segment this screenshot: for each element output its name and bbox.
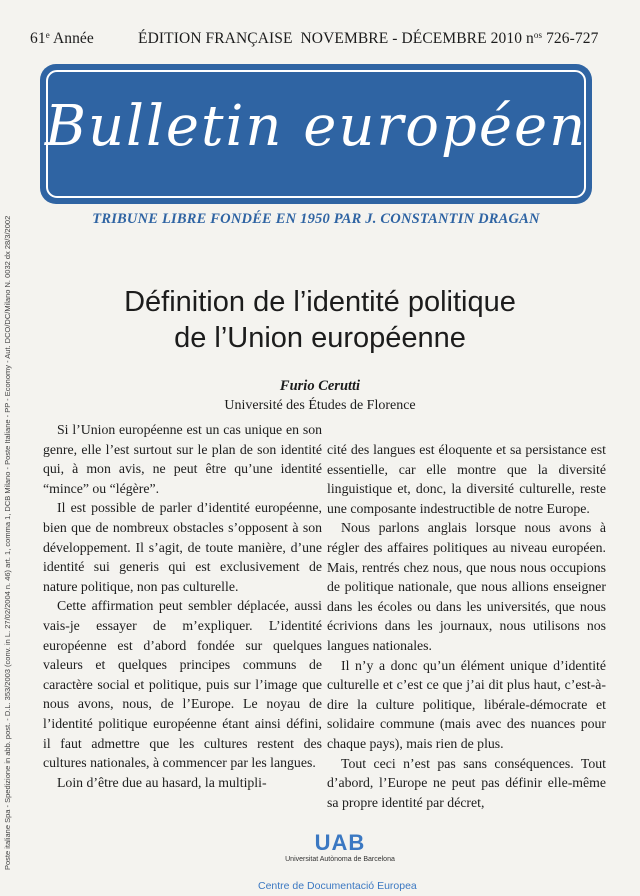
paragraph: cité des langues est éloquente et sa persistance est essentielle, car elle montre que la diversité linguistique et, donc, la diversité culturelle, reste une composante indestructible de notre Europe. bbox=[327, 442, 606, 516]
publication-title: Bulletin européen bbox=[44, 94, 588, 159]
author-affiliation: Université des Études de Florence bbox=[224, 398, 416, 413]
paragraph: Cette affirmation peut sembler déplacée, aussi vais-je essayer de m’expliquer. L’identité européenne est d’abord fondée sur quelques valeurs et quelques principes communs de caractère social et politique, puis sur l’image que nous avons, nous, de l’Europe. Le noyau de l’identité politique européenne étant ainsi défini, il faut admettre que les cultures restent des cultures nationales, à commencer par les langues. bbox=[43, 598, 322, 771]
volume-year: 61e Année bbox=[30, 30, 94, 47]
stamp-university: Universitat Autònoma de Barcelona bbox=[285, 856, 395, 863]
article-author: Furio Cerutti bbox=[279, 378, 361, 394]
article-column-right bbox=[327, 440, 606, 812]
masthead-banner bbox=[40, 64, 592, 204]
library-stamp bbox=[250, 830, 430, 863]
paragraph: Il est possible de parler d’identité européenne, bien que de nombreux obstacles s’opposent à son développement. Il s’agit, de toute manière, d’une identité sui generis qui est exclusivement de nature politique, non pas culturelle. bbox=[43, 500, 322, 594]
paragraph: Si l’Union européenne est un cas unique en son genre, elle l’est surtout sur le plan de son identité qui, à mon avis, ne peut être qu’une identité “mince” ou “légère”. bbox=[43, 422, 322, 496]
article-title: Définition de l’identité politique de l’Union européenne bbox=[124, 286, 516, 354]
paragraph: Nous parlons anglais lorsque nous avons à régler des affaires politiques au niveau européen. Mais, rentrés chez nous, que nous nous occupions de politique nationale, que nous allions enseigner dans les écoles ou dans les universités, que nous écrivions dans les journaux, nous utilisons nos langues nationales. bbox=[327, 520, 606, 653]
paragraph: Tout ceci n’est pas sans conséquences. Tout d’abord, l’Europe ne peut pas définir elle-même sa propre identité par décret, bbox=[327, 755, 606, 810]
uab-logo: UAB bbox=[314, 830, 366, 855]
tagline: TRIBUNE LIBRE FONDÉE EN 1950 PAR J. CONSTANTIN DRAGAN bbox=[92, 211, 540, 227]
postal-notice: Poste italiane Spa - Spedizione in abb. post. - D.L. 353/2003 (conv. in L. 27/02/2004 n. 46) art. 1, comma 1, DCB Milano - Poste Italiane - PP - Economy - Aut. DCO/DC/Milano N. 0032 dx 28/3/2002 bbox=[3, 215, 12, 870]
edition-issue: ÉDITION FRANÇAISE NOVEMBRE - DÉCEMBRE 2010 $n^{os}$ 726-727 bbox=[138, 30, 599, 47]
paragraph: Il n’y a donc qu’un élément unique d’identité culturelle et c’est ce que j’ai dit plus haut, c’est-à-dire la culture politique, libérale-démocrate et solidaire commune (mais avec des nuances pour chaque pays), mais rien de plus. bbox=[327, 657, 606, 751]
article-column-left bbox=[43, 420, 322, 792]
stamp-centre: Centre de Documentació Europea bbox=[258, 880, 417, 892]
paragraph: Loin d’être due au hasard, la multipli- bbox=[57, 774, 267, 790]
